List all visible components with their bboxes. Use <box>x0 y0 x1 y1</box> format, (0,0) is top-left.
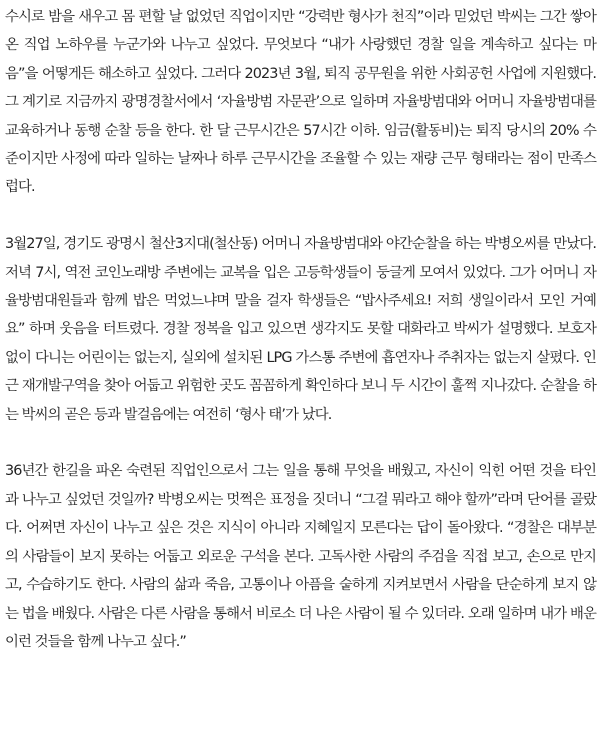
article-paragraph-2: 3월27일, 경기도 광명시 철산3지대(철산동) 어머니 자율방범대와 야간순찰을 하는 박병오씨를 만났다. 저녁 7시, 역전 코인노래방 주변에는 교복을 입은 고등학생들이 둥글게 모여서 있었다. 그가 어머니 자율방범대원들과 함께 밥은 먹었느냐며 말을 걸자 학생들은 “밥사주세요! 저희 생일이라서 모인 거예요” 하며 웃음을 터트렸다. 경찰 정복을 입고 있으면 생각지도 못할 대화라고 박씨가 설명했다. 보호자 없이 다니는 어린이는 없는지, 실외에 설치된 LPG 가스통 주변에 흡연자나 주취자는 없는지 살폈다. 인근 재개발구역을 찾아 어둡고 위험한 곳도 꼼꼼하게 확인하다 보니 두 시간이 훌쩍 지나갔다. 순찰을 하는 박씨의 곧은 등과 발걸음에는 여전히 ‘형사 태’가 났다. <box>5 236 596 423</box>
article-body <box>5 3 596 656</box>
article-paragraph-3: 36년간 한길을 파온 숙련된 직업인으로서 그는 일을 통해 무엇을 배웠고, 자신이 익힌 어떤 것을 타인과 나누고 싶었던 것일까? 박병오씨는 멋쩍은 표정을 짓더니 “그걸 뭐라고 해야 할까”라며 단어를 골랐다. 어쩌면 자신이 나누고 싶은 것은 지식이 아니라 지혜일지 모른다는 답이 돌아왔다. “경찰은 대부분의 사람들이 보지 못하는 어둡고 외로운 구석을 본다. 고독사한 사람의 주검을 직접 보고, 손으로 만지고, 수습하기도 한다. 사람의 삶과 죽음, 고통이나 아픔을 숱하게 지켜보면서 사람을 단순하게 보지 않는 법을 배웠다. 사람은 다른 사람을 통해서 비로소 더 나은 사람이 될 수 있더라. 오래 일하며 내가 배운 이런 것들을 함께 나누고 싶다.” <box>5 463 596 650</box>
article-paragraph-1: 수시로 밤을 새우고 몸 편할 날 없었던 직업이지만 “강력반 형사가 천직”이라 믿었던 박씨는 그간 쌓아온 직업 노하우를 누군가와 나누고 싶었다. 무엇보다 “내가 사랑했던 경찰 일을 계속하고 싶다는 마음”을 어떻게든 해소하고 싶었다. 그러다 2023년 3월, 퇴직 공무원을 위한 사회공헌 사업에 지원했다. 그 계기로 지금까지 광명경찰서에서 ‘자율방범 자문관’으로 일하며 자율방범대와 어머니 자율방범대를 교육하거나 동행 순찰 등을 한다. 한 달 근무시간은 57시간 이하. 임금(활동비)는 퇴직 당시의 20% 수준이지만 사정에 따라 일하는 날짜나 하루 근무시간을 조율할 수 있는 재량 근무 형태라는 점이 만족스럽다. <box>5 9 596 196</box>
